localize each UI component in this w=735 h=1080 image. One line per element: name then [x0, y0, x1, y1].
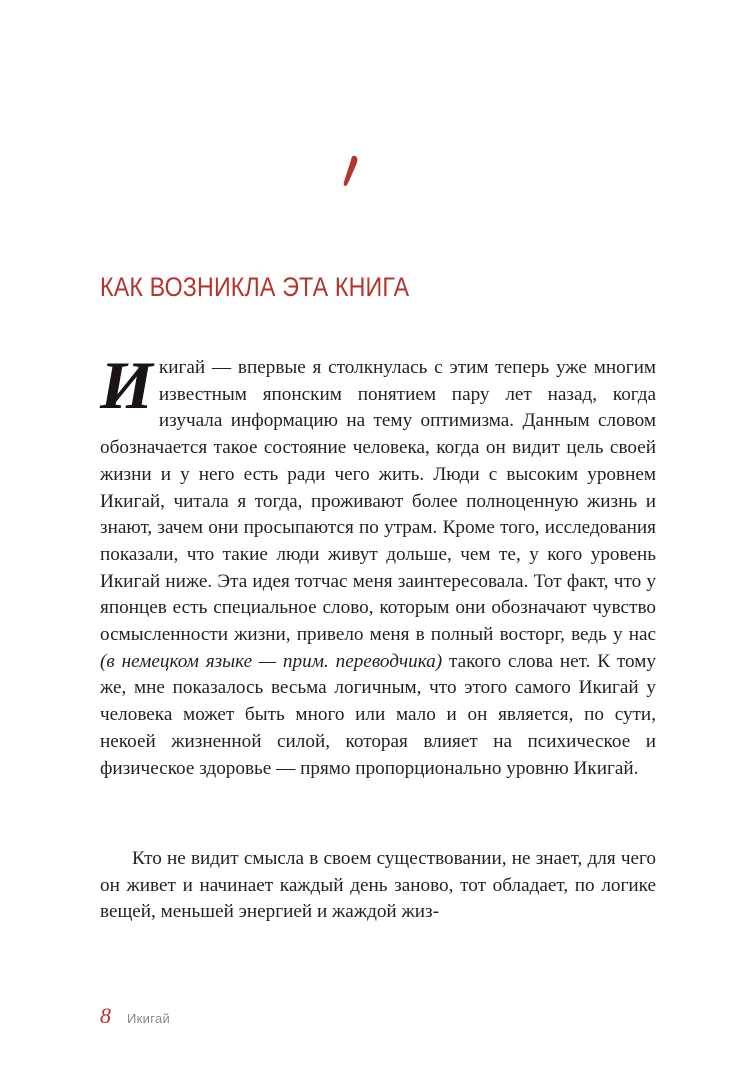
page-footer	[100, 1003, 170, 1029]
translator-note: (в немецком языке — прим. переводчика)	[100, 650, 443, 672]
paragraph-2: Кто не видит смысла в своем существовании, не знает, для чего он живет и начинает каждый день заново, тот обладает, по логике вещей, меньшей энергией и жаждой жиз-	[100, 848, 656, 923]
paragraph-1	[100, 347, 656, 782]
chapter-title: КАК ВОЗНИКЛА ЭТА КНИГА	[100, 272, 410, 302]
drop-cap: И	[100, 347, 153, 423]
paragraph-1-end: такого слова нет. К тому же, мне показалось весьма логичным, что этого самого Икигай у человека может быть много или мало и он является, по сути, некоей жизненной силой, которая влияет на психическое и физическое здоровье — прямо пропорционально уровню Икигай.	[100, 650, 656, 779]
page-number: 8	[100, 1003, 111, 1028]
paragraph-1-text: кигай — впервые я столкнулась с этим теперь уже многим известным японским понятием пару лет назад, когда изучала информацию на тему оптимизма. Данным словом обозначается такое состояние человека, когда он видит цель своей жизни и у него есть ради чего жить. Люди с высоким уровнем Икигай, читала я тогда, проживают более полноценную жизнь и знают, зачем они просыпаются по утрам. Кроме того, исследования показали, что такие люди живут дольше, чем те, у кого уровень Икигай ниже. Эта идея тотчас меня заинтересовала. Тот факт, что у японцев есть специальное слово, которым они обозначают чувство осмысленности жизни, привело меня в полный восторг, ведь у нас	[100, 357, 656, 646]
running-title: Икигай	[127, 1011, 171, 1026]
red-brush-stroke-icon	[342, 154, 360, 188]
